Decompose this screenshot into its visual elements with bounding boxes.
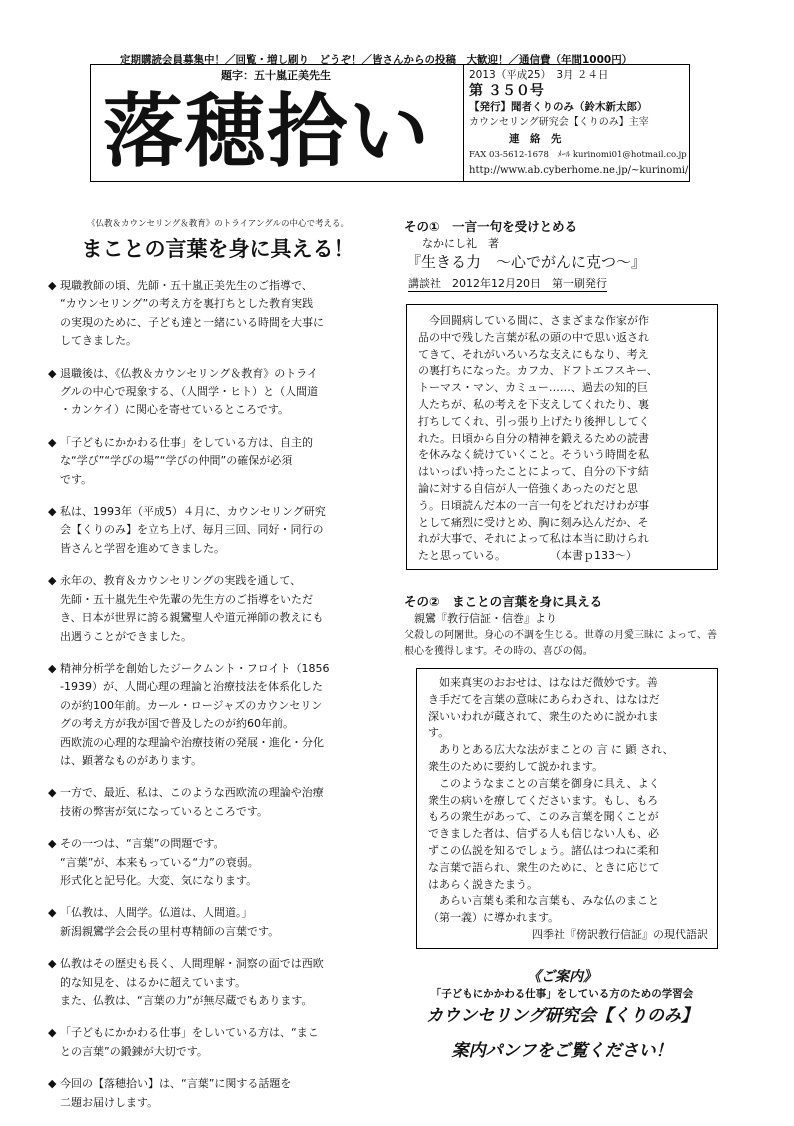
bullet-line: 二題お届けします。 bbox=[60, 1095, 159, 1109]
bullet-line: 的な知見を、はるかに超えています。 bbox=[60, 975, 247, 989]
bullet-line: のが約100年前。カール・ロージャズのカウンセリン bbox=[60, 698, 323, 712]
bullet-line: です。 bbox=[60, 472, 93, 486]
bullet-line: 仏教はその歴史も長く、人間理解・洞察の面では西欧 bbox=[60, 957, 324, 971]
bullet-line: 「子どもにかかわる仕事」をしている方は、自主的 bbox=[60, 435, 313, 449]
left-column bbox=[48, 217, 388, 1126]
quote-line: な言葉で語られ、衆生のために、ときに応じて bbox=[428, 860, 660, 874]
section2-source: 四季社『傍訳教行信証』の現代語訳 bbox=[532, 927, 708, 941]
bullet-line: 「子どもにかかわる仕事」をしいている方は、“まこ bbox=[60, 1026, 319, 1040]
guide-subtitle: 「子どもにかかわる仕事」をしている方のための学習会 bbox=[430, 988, 694, 1000]
guide-organization: カウンセリング研究会【くりのみ】 bbox=[426, 1006, 698, 1026]
diamond-bullet-icon: ◆ bbox=[48, 366, 57, 380]
quote-line: の裏打ちになった。カフカ、ドフトエフスキー、 bbox=[418, 364, 658, 378]
bullet-line: 出遇うことができました。 bbox=[60, 629, 192, 643]
bullet-line: “カウンセリング”の考え方を裏打ちとした教育実践 bbox=[60, 297, 314, 311]
issue-date: 2013（平成25） 3月 ２４日 bbox=[469, 69, 609, 81]
quote-line: れた。日頃から自分の精神を鍛えるための読書 bbox=[418, 431, 649, 445]
bullet-item bbox=[48, 835, 388, 890]
quote-line: もろの衆生があって、このみ言葉を聞くことが bbox=[428, 810, 659, 824]
quote-line: す。 bbox=[428, 726, 450, 740]
bullet-line: 会【くりのみ】を立ち上げ、毎月三回、同好・同行の bbox=[60, 523, 324, 537]
diamond-bullet-icon: ◆ bbox=[48, 279, 57, 292]
bullet-line: 技術の弊害が気になっているところです。 bbox=[60, 804, 269, 818]
diamond-bullet-icon: ◆ bbox=[48, 1026, 57, 1040]
bullet-item bbox=[48, 277, 388, 351]
bullet-line: グの考え方が我が国で普及したのが約60年前。 bbox=[60, 717, 294, 731]
guide-title: 《ご案内》 bbox=[527, 969, 597, 985]
quote-line: トーマス・マン、カミュー……、過去の知的巨 bbox=[418, 381, 648, 395]
title-area bbox=[91, 65, 464, 181]
quote-line: として痛烈に受けとめ、胸に刻み込んだか、そ bbox=[418, 515, 649, 529]
section1-quote-box bbox=[406, 304, 718, 570]
contact-label: 連 絡 先 bbox=[509, 133, 562, 145]
quote-line: 人たちが、私の考えを下支えしてくれたり、裏 bbox=[418, 397, 649, 411]
bullet-line: き、日本が世界に誇る親鸞聖人や道元禅師の教えにも bbox=[60, 611, 324, 625]
guide-box bbox=[404, 966, 720, 1061]
bullet-item bbox=[48, 660, 388, 770]
diamond-bullet-icon: ◆ bbox=[48, 906, 57, 920]
quote-line: たと思っている。 （本書ｐ133～） bbox=[418, 549, 637, 563]
bullet-line: 私は、1993年（平成5）４月に、カウンセリング研究 bbox=[60, 505, 326, 519]
bullet-item bbox=[48, 572, 388, 646]
bullet-line: グルの中心で現象する、（人間学・ヒト）と（人間道 bbox=[60, 385, 319, 399]
bullet-line: 先師・五十嵐先生や先輩の先生方のご指導をいただ bbox=[60, 592, 313, 606]
quote-line: 論に対する自信が人一倍強くあったのだと思 bbox=[418, 481, 638, 495]
section2-author: 親鸞『教行信証・信巻』より bbox=[414, 611, 557, 625]
diamond-bullet-icon: ◆ bbox=[48, 786, 57, 800]
diamond-bullet-icon: ◆ bbox=[48, 435, 57, 449]
bullet-line: な“学び”“学びの場”“学びの仲間”の確保が必須 bbox=[60, 454, 293, 468]
bullet-item bbox=[48, 1075, 388, 1112]
quote-line: 衆生のために要約して説かれます。 bbox=[428, 759, 604, 773]
bullet-line: の実現のために、子ども達と一緒にいる時間を大事に bbox=[60, 315, 324, 329]
bullet-item bbox=[48, 434, 388, 489]
bullet-item bbox=[48, 1024, 388, 1061]
quote-line: ありとある広大な法がまことの 言 に 顕 され、 bbox=[439, 743, 674, 757]
bullet-line: 新潟親鸞学会会長の里村専精師の言葉です。 bbox=[60, 924, 280, 938]
bullet-item bbox=[48, 784, 388, 821]
quote-line: できました者は、信ずる人も信じない人も、必 bbox=[428, 827, 659, 841]
bullet-line: 一方で、最近、私は、このような西欧流の理論や治療 bbox=[60, 786, 324, 800]
quote-line: 深いいわれが蔵されて、衆生のために説かれま bbox=[428, 709, 659, 723]
bullet-line: 精神分析学を創始したジークムント・フロイト（1856 bbox=[60, 661, 330, 675]
bullet-line: -1939）が、人間心理の理論と治療技法を体系化した bbox=[60, 680, 323, 694]
masthead bbox=[90, 64, 690, 182]
bullet-line: との言葉”の鍛錬が大切です。 bbox=[60, 1044, 208, 1058]
quote-line: 今回闘病している間に、さまざまな作家が作 bbox=[429, 314, 649, 327]
bullet-item bbox=[48, 904, 388, 941]
quote-line: このようなまことの言葉を御身に具え、よく bbox=[439, 776, 660, 790]
bullet-line: 皆さんと学習を進めてきました。 bbox=[60, 541, 225, 555]
quote-line: 衆生の病いを療してくださいます。もし、もろ bbox=[428, 793, 659, 807]
diamond-bullet-icon: ◆ bbox=[48, 505, 57, 519]
quote-line: き手だてを言葉の意味にあらわされ、はなはだ bbox=[428, 692, 660, 706]
section2-quote-text bbox=[428, 675, 708, 927]
quote-line: はいっぱい持ったことによって、自分の下す結 bbox=[418, 465, 649, 479]
bullet-list bbox=[48, 277, 388, 1112]
quote-line: はあらく説きたまう。 bbox=[428, 877, 538, 891]
newsletter-logo: 落穂拾い bbox=[103, 84, 431, 178]
bullet-line: は、顕著なものがあります。 bbox=[60, 753, 203, 767]
website-url: http://www.ab.cyberhome.ne.jp/~kurinomi/ bbox=[469, 165, 689, 176]
quote-line: れが大事で、それによって私は本当に助けられ bbox=[418, 532, 649, 546]
bullet-line: また、仏教は、“言葉の力”が無尽蔵でもあります。 bbox=[60, 994, 313, 1007]
bullet-line: ・カンケイ）に関心を寄せているところです。 bbox=[60, 403, 290, 417]
quote-line: う。日頃読んだ本の一言一句をどれだけわが事 bbox=[418, 498, 649, 512]
diamond-bullet-icon: ◆ bbox=[48, 1077, 57, 1091]
calligrapher-credit: 題字：五十嵐正美先生 bbox=[221, 69, 331, 82]
bullet-line: 永年の、教育＆カウンセリングの実践を通して、 bbox=[60, 574, 302, 588]
guide-call-to-action: 案内パンフをご覧ください！ bbox=[451, 1041, 673, 1061]
publisher: 【発行】聞者くりのみ（鈴木新太郎） bbox=[469, 101, 648, 113]
left-subtitle: 《仏教＆カウンセリング＆教育》のトライアングルの中心で考える。 bbox=[86, 219, 350, 229]
diamond-bullet-icon: ◆ bbox=[48, 661, 57, 675]
contact-fax-email: FAX 03-5612-1678 ﾒｰﾙ kurinomi01@hotmail.co.jp bbox=[469, 150, 687, 160]
organization: カウンセリング研究会【くりのみ】主宰 bbox=[469, 117, 649, 128]
section1-author: なかにし礼 著 bbox=[422, 237, 499, 250]
diamond-bullet-icon: ◆ bbox=[48, 574, 57, 588]
quote-line: （第一義）に導かれます。 bbox=[428, 911, 560, 925]
issue-info bbox=[469, 67, 689, 179]
quote-line: あらい言葉も柔和な言葉も、みな仏のまこと bbox=[439, 894, 659, 908]
bullet-line: 現職教師の頃、先師・五十嵐正美先生のご指導で、 bbox=[60, 279, 313, 292]
section2-quote-box bbox=[416, 668, 718, 949]
diamond-bullet-icon: ◆ bbox=[48, 957, 57, 971]
quote-line: 如来真実のおおせは、はなはだ微妙です。善 bbox=[439, 675, 658, 689]
header-topline: 定期購読会員募集中！／回覧・増し刷り どうぞ！／皆さんからの投稿 大歓迎！／通信費（年間1000円） bbox=[120, 54, 633, 66]
section2-heading: その② まことの言葉を身に具える bbox=[404, 593, 603, 609]
bullet-item bbox=[48, 503, 388, 558]
bullet-line: その一つは、“言葉”の問題です。 bbox=[60, 837, 225, 851]
issue-number: 第 ３５０号 bbox=[469, 83, 544, 99]
quote-line: を休みなく続けていくこと。そういう時間を私 bbox=[418, 448, 649, 462]
section1-book-title: 『生きる力 ～心でがんに克つ～』 bbox=[406, 253, 647, 271]
bullet-line: 形式化と記号化。大変、気になります。 bbox=[60, 873, 258, 887]
bullet-line: してきました。 bbox=[60, 334, 137, 348]
diamond-bullet-icon: ◆ bbox=[48, 837, 57, 851]
bullet-line: 「仏教は、人間学。仏道は、人間道。」 bbox=[60, 906, 253, 920]
quote-line: 品の中で残した言葉が私の頭の中で思い返され bbox=[418, 330, 649, 344]
right-column bbox=[404, 217, 720, 949]
bullet-line: 今回の【落穂拾い】は、“言葉”に関する話題を bbox=[60, 1077, 292, 1091]
quote-line: ずこの仏説を知るでしょう。諸仏はつねに柔和 bbox=[428, 843, 659, 857]
bullet-line: 西欧流の心理的な理論や治療技術の発展・進化・分化 bbox=[60, 735, 324, 749]
bullet-line: 退職後は、《仏教＆カウンセリング＆教育》のトライ bbox=[60, 366, 318, 380]
section2-intro: 父殺しの阿闍世。身心の不調を生じる。世尊の月愛三昧に よって、善根心を獲得します。その時の、喜びの偈。 bbox=[404, 629, 717, 657]
left-headline: まことの言葉を身に具える！ bbox=[81, 237, 355, 261]
quote-line: てきて、それがいろいろな支えにもなり、考え bbox=[418, 347, 649, 361]
bullet-item bbox=[48, 365, 388, 420]
bullet-line: “言葉”が、本来もっている“力”の衰弱。 bbox=[60, 855, 259, 869]
bullet-item bbox=[48, 955, 388, 1010]
section1-publisher: 講談社 2012年12月20日 第一刷発行 bbox=[408, 277, 607, 290]
quote-line: 打ちしてくれ、引っ張り上げたり後押ししてく bbox=[418, 414, 650, 428]
section1-heading: その① 一言一句を受けとめる bbox=[404, 219, 578, 234]
